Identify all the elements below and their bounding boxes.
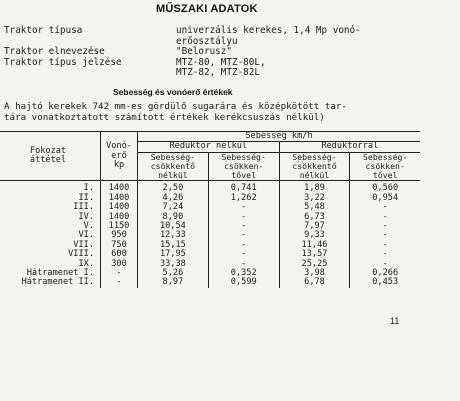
speed-cell: 25,25 (279, 260, 350, 269)
speed-cell: - (208, 231, 279, 240)
gear-cell: V. (0, 222, 101, 231)
subcol-header: Sebesség- csökkentő nélkül (279, 152, 350, 181)
force-cell: - (101, 269, 138, 278)
speed-cell: 11,46 (279, 241, 350, 250)
speed-cell: 0,954 (372, 192, 399, 203)
gear-cell: III. (0, 203, 101, 212)
speed-cell: 33,38 (138, 260, 209, 269)
gear-cell: I. (0, 181, 101, 194)
speed-cell: 0,453 (372, 277, 399, 288)
group-with-reducer: Reduktorral (279, 142, 420, 152)
spec-label: Traktor típusa (4, 25, 83, 36)
speed-cell: - (382, 258, 388, 269)
speed-cell: 15,15 (138, 241, 209, 250)
force-cell: 1150 (101, 222, 138, 231)
speed-cell: 0,741 (208, 181, 279, 194)
speed-cell: 10,54 (138, 222, 209, 231)
force-cell: 1400 (101, 213, 138, 222)
speed-cell: - (208, 222, 279, 231)
col-force-header: Vonó- erő kp (101, 132, 138, 181)
gear-cell: VIII. (0, 250, 101, 259)
speed-cell: 12,33 (138, 231, 209, 240)
speed-cell: 0,599 (208, 278, 279, 287)
page-heading: MŰSZAKI ADATOK (156, 3, 258, 15)
subcol-header: Sebesség- csökken- tővel (208, 152, 279, 181)
gear-cell: VII. (0, 241, 101, 250)
intro-text: A hajtó kerekek 742 mm-es gördülő sugarára és középkötött tar- tára vonatkoztatott számított értékek kerékcsuszás nélkül) (4, 101, 347, 123)
spec-value: "Belorusz" (176, 46, 232, 57)
speed-cell: 5,48 (279, 203, 350, 212)
spec-label: Traktor elnevezése (4, 46, 105, 57)
speed-cell: 2,50 (138, 181, 209, 194)
col-gear-header: Fokozat áttétel (0, 132, 101, 181)
force-cell: 950 (101, 231, 138, 240)
col-speed-header: Sebesség km/h (138, 132, 421, 142)
speed-cell: - (382, 221, 388, 232)
speed-cell: - (382, 239, 388, 250)
table-body (0, 181, 420, 288)
speed-table (0, 131, 420, 288)
section-title: Sebesség és vonóerő értékek (113, 87, 233, 97)
speed-cell: - (208, 250, 279, 259)
spec-value: MTZ-80, MTZ-80L, MTZ-82, MTZ-82L (176, 56, 266, 78)
force-cell: 1400 (101, 203, 138, 212)
force-cell: 300 (101, 260, 138, 269)
speed-cell: 17,95 (138, 250, 209, 259)
speed-cell: 0,266 (372, 268, 399, 279)
subcol-header: Sebesség- csökkentő nélkül (138, 152, 209, 181)
table-row (0, 250, 420, 259)
force-cell: - (101, 278, 138, 287)
speed-cell: 7,97 (279, 222, 350, 231)
table-row (0, 194, 420, 203)
speed-cell: 0,560 (372, 183, 399, 194)
table-row (0, 241, 420, 250)
speed-cell: 13,57 (279, 250, 350, 259)
spec-value: univerzális kerekes, 1,4 Mp vonó- erőosztályu (176, 25, 361, 47)
table-row (0, 213, 420, 222)
gear-cell: II. (0, 194, 101, 203)
speed-cell: - (208, 213, 279, 222)
force-cell: 600 (101, 250, 138, 259)
speed-cell: - (382, 249, 388, 260)
force-cell: 1400 (101, 181, 138, 194)
speed-cell: 3,98 (279, 269, 350, 278)
speed-cell: 6,78 (279, 278, 350, 287)
gear-cell: IV. (0, 213, 101, 222)
gear-cell: Hátramenet II. (0, 278, 101, 287)
speed-cell: - (208, 260, 279, 269)
speed-cell: - (382, 202, 388, 213)
speed-cell: - (208, 203, 279, 212)
speed-cell: 5,26 (138, 269, 209, 278)
gear-cell: IX. (0, 260, 101, 269)
group-without-reducer: Reduktor nélkül (138, 142, 280, 152)
speed-cell: 1,89 (279, 181, 350, 194)
speed-cell: 8,90 (138, 213, 209, 222)
speed-cell: 4,26 (138, 194, 209, 203)
table-row (0, 181, 420, 194)
subcol-header: Sebesség- csökken- tővel (350, 152, 420, 181)
gear-cell: Hátramenet I. (0, 269, 101, 278)
table-row (0, 231, 420, 240)
spec-label: Traktor típus jelzése (4, 56, 122, 68)
speed-cell: 3,22 (279, 194, 350, 203)
speed-cell: - (382, 211, 388, 222)
table-row (0, 278, 420, 287)
speed-cell: 0,352 (208, 269, 279, 278)
speed-cell: - (208, 241, 279, 250)
speed-cell: 9,33 (279, 231, 350, 240)
page-number: 11 (390, 316, 400, 326)
speed-cell: 1,262 (208, 194, 279, 203)
gear-cell: VI. (0, 231, 101, 240)
speed-cell: - (382, 230, 388, 241)
speed-cell: 6,73 (279, 213, 350, 222)
force-cell: 750 (101, 241, 138, 250)
force-cell: 1400 (101, 194, 138, 203)
speed-cell: 7,24 (138, 203, 209, 212)
table-row (0, 203, 420, 212)
table-row (0, 222, 420, 231)
speed-cell: 8,97 (138, 278, 209, 287)
